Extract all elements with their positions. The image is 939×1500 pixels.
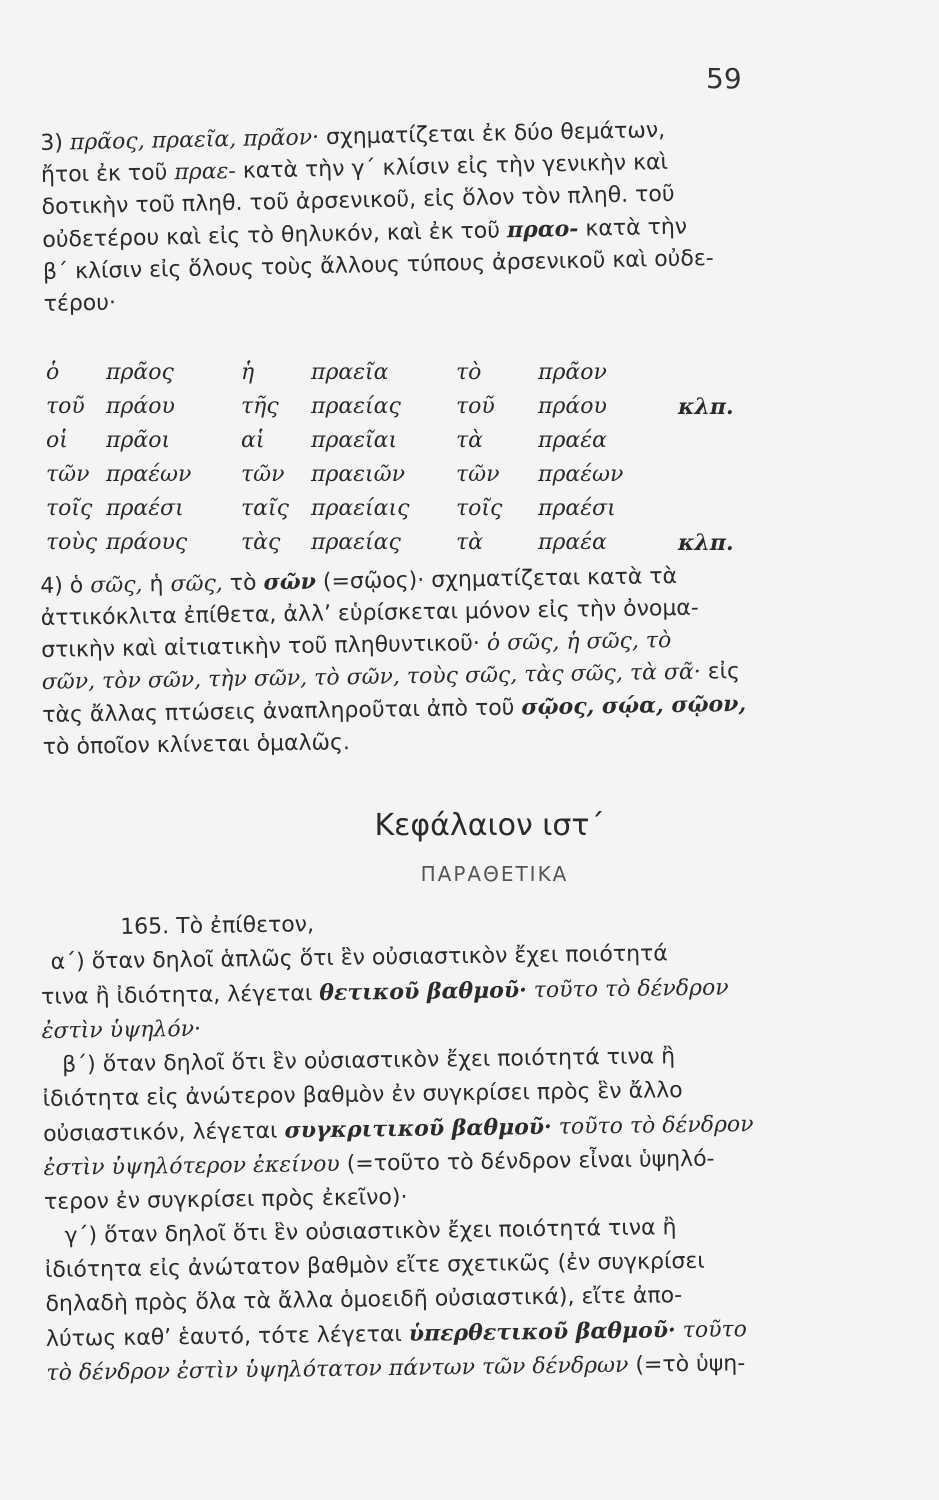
declension-row: [46, 530, 766, 564]
item-number: 3): [40, 130, 64, 156]
adjective-form: πράου: [538, 394, 607, 419]
text-line: β΄) ὅταν δηλοῖ ὅτι ἓν οὐσιαστικὸν ἔχει ποιότητά τινα ἢ: [61, 1044, 676, 1078]
text-line: β΄ κλίσιν εἰς ὅλους τοὺς ἄλλους τύπους ἀρσενικοῦ καὶ οὐδε-: [42, 245, 714, 285]
adjective-form: σῶν: [263, 568, 317, 596]
adjective-form: πραεῖαι: [311, 428, 398, 453]
text-line: ἀττικόκλιτα ἐπίθετα, ἀλλ’ εὑρίσκεται μόνον εἰς τὴν ὀνομα-: [40, 595, 699, 631]
article-form: τοῦ: [46, 394, 85, 419]
adjective-form: πραέσι: [106, 496, 184, 521]
text-line: ἰδιότητα εἰς ἀνώτερον βαθμὸν ἐν συγκρίσει πρὸς ἓν ἄλλο: [42, 1078, 683, 1112]
article-form: τοῖς: [456, 496, 503, 521]
adjective-forms: πρᾶος, πραεῖα, πρᾶον·: [69, 125, 320, 156]
adjective-form: πραέων: [538, 462, 624, 487]
text-line: ἰδιότητα εἰς ἀνώτατον βαθμὸν εἴτε σχετικῶς (ἐν συγκρίσει: [44, 1248, 705, 1283]
etc-abbreviation: κλπ.: [678, 394, 734, 420]
adjective-form: πραέα: [538, 530, 607, 555]
text-line: δηλαδὴ πρὸς ὅλα τὰ ἄλλα ὁμοειδῆ οὐσιαστικά), εἴτε ἀπο-: [45, 1283, 683, 1317]
text-fragment: (=τὸ ὑψη-: [635, 1351, 746, 1378]
chapter-subtitle: ΠΑΡΑΘΕΤΙΚΑ: [420, 862, 569, 886]
adjective-form: πράους: [106, 530, 188, 555]
article-form: τῶν: [456, 462, 500, 487]
text-fragment: στικὴν καὶ αἰτιατικὴν τοῦ πληθυντικοῦ·: [41, 631, 481, 663]
adjective-form: πραειῶν: [311, 462, 405, 487]
text-fragment: ἤτοι ἐκ τοῦ: [40, 160, 168, 188]
adjective-form: πραεῖα: [311, 360, 389, 385]
stem-form: πραο-: [506, 215, 579, 244]
paragraph-4: [40, 558, 803, 764]
declension-row: [46, 428, 766, 462]
item-number: 4) ὁ: [40, 573, 84, 599]
text-line: α΄) ὅταν δηλοῖ ἁπλῶς ὅτι ἓν οὐσιαστικὸν ἔχει ποιότητά: [50, 941, 669, 975]
article-form: ὁ: [46, 360, 60, 385]
text-fragment: σχηματίζεται ἐκ δύο θεμάτων,: [325, 117, 666, 151]
text-fragment: (=σῷος)· σχηματίζεται κατὰ τὰ: [322, 563, 678, 595]
example-text: τὸ δένδρον ἐστὶν ὑψηλότατον πάντων τῶν δένδρων: [46, 1352, 629, 1386]
text-fragment: λύτως καθ’ ἑαυτό, τότε λέγεται: [45, 1321, 403, 1352]
text-fragment: κατὰ τὴν γ΄ κλίσιν εἰς τὴν γενικὴν καὶ: [242, 149, 669, 184]
declension-row: [46, 496, 766, 530]
article-form: τοῦ: [456, 394, 495, 419]
adjective-form: πραείας: [311, 394, 401, 419]
text-fragment: (=τοῦτο τὸ δένδρον εἶναι ὑψηλό-: [346, 1146, 715, 1177]
example-text: ἐστὶν ὑψηλότερον ἐκείνου: [43, 1151, 340, 1181]
text-fragment: κατὰ τὴν: [585, 214, 688, 242]
text-fragment: εἰς: [707, 659, 741, 685]
page-number: 59: [706, 62, 742, 95]
text-fragment: τὰς ἄλλας πτώσεις ἀναπληροῦται ἀπὸ τοῦ: [42, 695, 515, 728]
adjective-forms: ὁ σῶς, ἡ σῶς, τὸ: [486, 628, 672, 656]
article-form: οἱ: [46, 428, 68, 453]
adjective-forms: σῷος, σῴα, σῷον,: [521, 690, 747, 721]
example-text: τοῦτο: [682, 1317, 748, 1344]
section-heading: 165. Τὸ ἐπίθετον,: [120, 912, 315, 940]
adjective-form: πρᾶοι: [106, 428, 171, 453]
adjective-form: σῶς,: [170, 571, 223, 597]
example-text: ἐστὶν ὑψηλόν·: [41, 1016, 202, 1044]
grammar-term: ὑπερθετικοῦ βαθμοῦ·: [408, 1317, 676, 1347]
text-fragment: ἡ: [149, 572, 164, 598]
adjective-form: πράου: [106, 394, 175, 419]
example-text: τοῦτο τὸ δένδρον: [533, 975, 729, 1004]
text-line: δοτικὴν τοῦ πληθ. τοῦ ἀρσενικοῦ, εἰς ὅλον τὸν πληθ. τοῦ: [41, 181, 675, 220]
text-fragment: τὸ: [229, 570, 257, 597]
adjective-form: πραέα: [538, 428, 607, 453]
text-line: τὸ ὁποῖον κλίνεται ὁμαλῶς.: [42, 730, 351, 760]
article-form: τῶν: [241, 462, 285, 487]
article-form: τοῖς: [46, 496, 93, 521]
text-line: γ΄) ὅταν δηλοῖ ὅτι ἓν οὐσιαστικὸν ἔχει ποιότητά τινα ἢ: [64, 1215, 677, 1249]
article-form: τὸ: [456, 360, 482, 385]
grammar-term: συγκριτικοῦ βαθμοῦ·: [284, 1113, 552, 1144]
chapter-title: Κεφάλαιον ιστ΄: [374, 808, 605, 843]
example-text: τοῦτο τὸ δένδρον: [558, 1112, 754, 1140]
article-form: τὰ: [456, 530, 484, 555]
grammar-term: θετικοῦ βαθμοῦ·: [319, 977, 527, 1007]
article-form: τῆς: [241, 394, 279, 419]
article-form: αἱ: [241, 428, 265, 453]
adjective-form: σῶς,: [90, 572, 143, 599]
article-form: τὰ: [456, 428, 484, 453]
stem-form: πραε-: [174, 158, 237, 186]
adjective-form: πρᾶον: [538, 360, 607, 385]
text-fragment: οὐσιαστικόν, λέγεται: [42, 1118, 278, 1147]
text-line: τέρου·: [43, 290, 117, 317]
etc-abbreviation: κλπ.: [678, 530, 734, 556]
declension-row: [46, 394, 766, 428]
paragraph-3: [40, 112, 804, 321]
adjective-form: πραέσι: [538, 496, 616, 521]
adjective-form: πραείαις: [311, 496, 410, 521]
article-form: τὰς: [241, 530, 281, 555]
text-line: τερον ἐν συγκρίσει πρὸς ἐκεῖνο)·: [43, 1184, 408, 1215]
text-fragment: οὐδετέρου καὶ εἰς τὸ θηλυκόν, καὶ ἐκ τοῦ: [42, 218, 501, 253]
adjective-form: πραέων: [106, 462, 192, 487]
adjective-forms: σῶν, τὸν σῶν, τὴν σῶν, τὸ σῶν, τοὺς σῶς, τὰς σῶς, τὰ σᾶ·: [41, 659, 701, 695]
article-form: ταῖς: [241, 496, 289, 521]
article-form: τοὺς: [46, 530, 98, 555]
adjective-form: πραείας: [311, 530, 401, 555]
article-form: τῶν: [46, 462, 90, 487]
declension-row: [46, 360, 766, 394]
declension-table: [46, 360, 766, 564]
declension-row: [46, 462, 766, 496]
article-form: ἡ: [241, 360, 255, 385]
section-165: [40, 901, 807, 1391]
adjective-form: πρᾶος: [106, 360, 174, 385]
text-fragment: τινα ἢ ἰδιότητα, λέγεται: [41, 981, 313, 1010]
